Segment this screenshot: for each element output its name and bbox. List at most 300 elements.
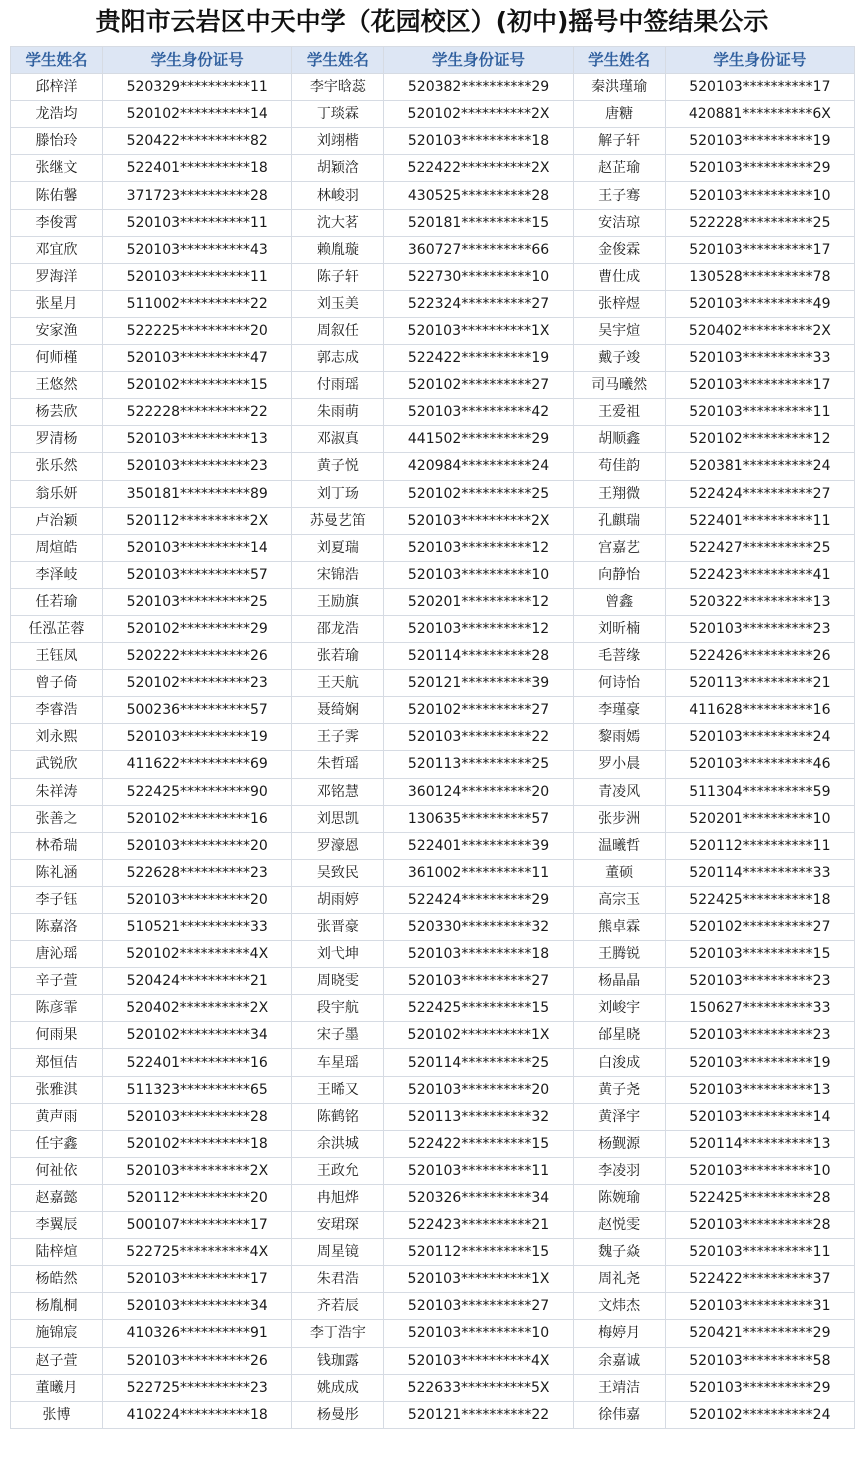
- student-id-cell: 520402**********2X: [103, 995, 292, 1022]
- header-row: [11, 47, 855, 74]
- student-name-cell: 张博: [11, 1401, 103, 1428]
- student-name-cell: 周晓雯: [292, 968, 384, 995]
- student-id-cell: 520103**********43: [103, 236, 292, 263]
- table-row: [11, 1347, 855, 1374]
- student-id-cell: 411628**********16: [665, 697, 854, 724]
- student-id-cell: 441502**********29: [384, 426, 573, 453]
- student-name-cell: 黄子悦: [292, 453, 384, 480]
- student-name-cell: 陈礼涵: [11, 859, 103, 886]
- student-id-cell: 520103**********19: [103, 724, 292, 751]
- student-name-cell: 黎雨嫣: [573, 724, 665, 751]
- student-id-cell: 520421**********29: [665, 1320, 854, 1347]
- student-name-cell: 郑恒佶: [11, 1049, 103, 1076]
- student-id-cell: 411622**********69: [103, 751, 292, 778]
- table-row: [11, 859, 855, 886]
- student-id-cell: 522424**********27: [665, 480, 854, 507]
- student-id-cell: 520422**********82: [103, 128, 292, 155]
- student-name-cell: 段宇航: [292, 995, 384, 1022]
- student-id-cell: 520103**********49: [665, 290, 854, 317]
- student-id-cell: 520103**********34: [103, 1293, 292, 1320]
- table-row: [11, 968, 855, 995]
- table-row: [11, 345, 855, 372]
- student-name-cell: 王子霁: [292, 724, 384, 751]
- student-id-cell: 522425**********15: [384, 995, 573, 1022]
- student-name-cell: 王钰凤: [11, 643, 103, 670]
- student-name-cell: 王天航: [292, 670, 384, 697]
- student-name-cell: 张雅淇: [11, 1076, 103, 1103]
- student-name-cell: 宫嘉艺: [573, 534, 665, 561]
- student-id-cell: 520424**********21: [103, 968, 292, 995]
- student-id-cell: 522730**********10: [384, 263, 573, 290]
- student-id-cell: 520103**********20: [103, 886, 292, 913]
- student-name-cell: 王励旗: [292, 588, 384, 615]
- student-id-cell: 522633**********5X: [384, 1374, 573, 1401]
- student-name-cell: 邰星晓: [573, 1022, 665, 1049]
- student-name-cell: 林峻羽: [292, 182, 384, 209]
- student-id-cell: 520181**********15: [384, 209, 573, 236]
- student-id-cell: 520103**********27: [384, 968, 573, 995]
- student-id-cell: 522401**********18: [103, 155, 292, 182]
- student-id-cell: 371723**********28: [103, 182, 292, 209]
- student-id-cell: 522725**********4X: [103, 1239, 292, 1266]
- table-row: [11, 615, 855, 642]
- student-name-cell: 钱珈露: [292, 1347, 384, 1374]
- table-row: [11, 236, 855, 263]
- student-id-cell: 522628**********23: [103, 859, 292, 886]
- student-name-cell: 刘峻宇: [573, 995, 665, 1022]
- student-id-cell: 520102**********34: [103, 1022, 292, 1049]
- student-name-cell: 任若瑜: [11, 588, 103, 615]
- student-id-cell: 520103**********13: [103, 426, 292, 453]
- student-name-cell: 张星月: [11, 290, 103, 317]
- student-name-cell: 杨胤桐: [11, 1293, 103, 1320]
- student-name-cell: 施锦宸: [11, 1320, 103, 1347]
- student-name-cell: 何雨果: [11, 1022, 103, 1049]
- student-id-cell: 520201**********10: [665, 805, 854, 832]
- student-id-cell: 522422**********2X: [384, 155, 573, 182]
- student-name-cell: 翁乐妍: [11, 480, 103, 507]
- student-id-cell: 520103**********20: [384, 1076, 573, 1103]
- student-name-cell: 张晋豪: [292, 914, 384, 941]
- header-student-name: 学生姓名: [573, 47, 665, 74]
- student-id-cell: 520102**********25: [384, 480, 573, 507]
- student-id-cell: 520113**********25: [384, 751, 573, 778]
- table-row: [11, 372, 855, 399]
- table-row: [11, 128, 855, 155]
- student-id-cell: 520103**********17: [665, 236, 854, 263]
- student-id-cell: 520114**********25: [384, 1049, 573, 1076]
- header-student-id: 学生身份证号: [384, 47, 573, 74]
- student-id-cell: 520102**********14: [103, 101, 292, 128]
- student-name-cell: 李泽岐: [11, 561, 103, 588]
- table-row: [11, 74, 855, 101]
- student-id-cell: 520102**********2X: [384, 101, 573, 128]
- student-name-cell: 陈子轩: [292, 263, 384, 290]
- student-id-cell: 520103**********2X: [384, 507, 573, 534]
- student-name-cell: 付雨瑶: [292, 372, 384, 399]
- lottery-results-table: [10, 46, 855, 1429]
- student-id-cell: 520114**********28: [384, 643, 573, 670]
- table-row: [11, 155, 855, 182]
- student-name-cell: 王靖洁: [573, 1374, 665, 1401]
- table-row: [11, 1157, 855, 1184]
- student-name-cell: 滕怡玲: [11, 128, 103, 155]
- student-id-cell: 360124**********20: [384, 778, 573, 805]
- student-name-cell: 张梓煜: [573, 290, 665, 317]
- student-id-cell: 520103**********11: [384, 1157, 573, 1184]
- student-id-cell: 520114**********13: [665, 1130, 854, 1157]
- student-name-cell: 赖胤璇: [292, 236, 384, 263]
- student-id-cell: 520112**********15: [384, 1239, 573, 1266]
- student-id-cell: 520102**********12: [665, 426, 854, 453]
- student-name-cell: 胡顺鑫: [573, 426, 665, 453]
- student-name-cell: 何诗怡: [573, 670, 665, 697]
- student-id-cell: 520102**********27: [384, 372, 573, 399]
- student-id-cell: 520322**********13: [665, 588, 854, 615]
- student-id-cell: 511002**********22: [103, 290, 292, 317]
- student-name-cell: 金俊霖: [573, 236, 665, 263]
- student-id-cell: 520103**********1X: [384, 317, 573, 344]
- table-row: [11, 805, 855, 832]
- student-name-cell: 邓淑真: [292, 426, 384, 453]
- student-name-cell: 秦洪瑾瑜: [573, 74, 665, 101]
- student-id-cell: 410326**********91: [103, 1320, 292, 1347]
- student-name-cell: 何祉依: [11, 1157, 103, 1184]
- student-id-cell: 520103**********24: [665, 724, 854, 751]
- student-name-cell: 安家渔: [11, 317, 103, 344]
- student-id-cell: 520103**********17: [665, 74, 854, 101]
- student-name-cell: 张善之: [11, 805, 103, 832]
- student-id-cell: 360727**********66: [384, 236, 573, 263]
- student-id-cell: 520103**********2X: [103, 1157, 292, 1184]
- student-name-cell: 陈彦霏: [11, 995, 103, 1022]
- student-id-cell: 520113**********32: [384, 1103, 573, 1130]
- table-row: [11, 507, 855, 534]
- student-name-cell: 白浚成: [573, 1049, 665, 1076]
- student-id-cell: 522401**********11: [665, 507, 854, 534]
- student-name-cell: 温曦哲: [573, 832, 665, 859]
- student-id-cell: 520102**********27: [384, 697, 573, 724]
- student-id-cell: 420984**********24: [384, 453, 573, 480]
- student-id-cell: 520102**********24: [665, 1401, 854, 1428]
- student-name-cell: 李睿浩: [11, 697, 103, 724]
- student-name-cell: 罗海洋: [11, 263, 103, 290]
- student-name-cell: 赵芷瑜: [573, 155, 665, 182]
- student-id-cell: 522423**********41: [665, 561, 854, 588]
- student-name-cell: 张步洲: [573, 805, 665, 832]
- header-student-name: 学生姓名: [292, 47, 384, 74]
- table-row: [11, 588, 855, 615]
- table-row: [11, 643, 855, 670]
- student-name-cell: 曹仕成: [573, 263, 665, 290]
- student-name-cell: 毛菩缘: [573, 643, 665, 670]
- student-id-cell: 520103**********11: [103, 209, 292, 236]
- student-name-cell: 邓铭慧: [292, 778, 384, 805]
- student-id-cell: 500107**********17: [103, 1212, 292, 1239]
- student-name-cell: 胡颖浛: [292, 155, 384, 182]
- student-id-cell: 520330**********32: [384, 914, 573, 941]
- student-id-cell: 520103**********23: [665, 968, 854, 995]
- student-name-cell: 李宇晗蕊: [292, 74, 384, 101]
- table-row: [11, 399, 855, 426]
- student-name-cell: 朱君浩: [292, 1266, 384, 1293]
- student-name-cell: 刘翊楷: [292, 128, 384, 155]
- student-id-cell: 500236**********57: [103, 697, 292, 724]
- student-id-cell: 520103**********13: [665, 1076, 854, 1103]
- student-name-cell: 刘夏瑞: [292, 534, 384, 561]
- student-name-cell: 朱祥涛: [11, 778, 103, 805]
- student-id-cell: 520103**********42: [384, 399, 573, 426]
- student-id-cell: 522422**********19: [384, 345, 573, 372]
- student-name-cell: 李子钰: [11, 886, 103, 913]
- student-name-cell: 梅婷月: [573, 1320, 665, 1347]
- student-id-cell: 520103**********47: [103, 345, 292, 372]
- table-row: [11, 1293, 855, 1320]
- student-id-cell: 520329**********11: [103, 74, 292, 101]
- student-name-cell: 魏子焱: [573, 1239, 665, 1266]
- student-id-cell: 520102**********4X: [103, 941, 292, 968]
- student-id-cell: 520114**********33: [665, 859, 854, 886]
- student-name-cell: 刘思凯: [292, 805, 384, 832]
- student-id-cell: 130528**********78: [665, 263, 854, 290]
- student-name-cell: 聂绮娴: [292, 697, 384, 724]
- table-row: [11, 290, 855, 317]
- table-row: [11, 670, 855, 697]
- student-name-cell: 熊卓霖: [573, 914, 665, 941]
- student-name-cell: 安珺琛: [292, 1212, 384, 1239]
- student-id-cell: 520103**********25: [103, 588, 292, 615]
- student-id-cell: 522427**********25: [665, 534, 854, 561]
- student-id-cell: 520102**********16: [103, 805, 292, 832]
- student-id-cell: 522228**********25: [665, 209, 854, 236]
- student-id-cell: 520103**********28: [103, 1103, 292, 1130]
- student-id-cell: 522422**********37: [665, 1266, 854, 1293]
- student-id-cell: 520102**********18: [103, 1130, 292, 1157]
- student-name-cell: 黄泽宇: [573, 1103, 665, 1130]
- student-id-cell: 522425**********28: [665, 1184, 854, 1211]
- student-id-cell: 520102**********29: [103, 615, 292, 642]
- student-id-cell: 520102**********15: [103, 372, 292, 399]
- student-name-cell: 徐伟嘉: [573, 1401, 665, 1428]
- table-row: [11, 778, 855, 805]
- student-name-cell: 李俊霄: [11, 209, 103, 236]
- student-id-cell: 520103**********15: [665, 941, 854, 968]
- table-row: [11, 1320, 855, 1347]
- table-row: [11, 1266, 855, 1293]
- student-name-cell: 青凌风: [573, 778, 665, 805]
- student-name-cell: 李瑾豪: [573, 697, 665, 724]
- student-name-cell: 赵子萱: [11, 1347, 103, 1374]
- student-id-cell: 520103**********46: [665, 751, 854, 778]
- table-row: [11, 209, 855, 236]
- table-row: [11, 182, 855, 209]
- student-name-cell: 董曦月: [11, 1374, 103, 1401]
- student-name-cell: 林希瑞: [11, 832, 103, 859]
- student-name-cell: 罗清杨: [11, 426, 103, 453]
- student-id-cell: 522401**********39: [384, 832, 573, 859]
- student-name-cell: 姚成成: [292, 1374, 384, 1401]
- student-name-cell: 杨晶晶: [573, 968, 665, 995]
- table-row: [11, 1184, 855, 1211]
- student-name-cell: 刘玉美: [292, 290, 384, 317]
- student-name-cell: 杨芸欣: [11, 399, 103, 426]
- student-name-cell: 辛子萱: [11, 968, 103, 995]
- student-name-cell: 罗小晨: [573, 751, 665, 778]
- student-name-cell: 任泓芷蓉: [11, 615, 103, 642]
- student-id-cell: 520103**********10: [665, 1157, 854, 1184]
- student-id-cell: 520381**********24: [665, 453, 854, 480]
- student-id-cell: 130635**********57: [384, 805, 573, 832]
- student-name-cell: 刘丁玚: [292, 480, 384, 507]
- student-name-cell: 向静怡: [573, 561, 665, 588]
- table-body: [11, 74, 855, 1429]
- student-name-cell: 邱梓洋: [11, 74, 103, 101]
- table-row: [11, 1022, 855, 1049]
- student-id-cell: 520103**********33: [665, 345, 854, 372]
- table-row: [11, 1401, 855, 1428]
- student-name-cell: 余嘉诚: [573, 1347, 665, 1374]
- table-row: [11, 941, 855, 968]
- student-id-cell: 520103**********14: [103, 534, 292, 561]
- student-name-cell: 余洪城: [292, 1130, 384, 1157]
- student-id-cell: 150627**********33: [665, 995, 854, 1022]
- student-name-cell: 邵龙浩: [292, 615, 384, 642]
- student-id-cell: 520103**********23: [103, 453, 292, 480]
- student-name-cell: 唐沁瑶: [11, 941, 103, 968]
- student-id-cell: 520402**********2X: [665, 317, 854, 344]
- student-id-cell: 520113**********21: [665, 670, 854, 697]
- student-name-cell: 吴致民: [292, 859, 384, 886]
- student-name-cell: 杨皓然: [11, 1266, 103, 1293]
- student-id-cell: 520326**********34: [384, 1184, 573, 1211]
- student-name-cell: 孔麒瑞: [573, 507, 665, 534]
- student-name-cell: 王爱祖: [573, 399, 665, 426]
- header-student-id: 学生身份证号: [665, 47, 854, 74]
- student-name-cell: 刘昕楠: [573, 615, 665, 642]
- student-id-cell: 430525**********28: [384, 182, 573, 209]
- student-name-cell: 陈佑馨: [11, 182, 103, 209]
- student-name-cell: 周叙任: [292, 317, 384, 344]
- student-id-cell: 520103**********11: [103, 263, 292, 290]
- student-id-cell: 520102**********27: [665, 914, 854, 941]
- table-row: [11, 914, 855, 941]
- student-name-cell: 齐若辰: [292, 1293, 384, 1320]
- student-name-cell: 杨觐源: [573, 1130, 665, 1157]
- student-name-cell: 张乐然: [11, 453, 103, 480]
- student-id-cell: 520102**********1X: [384, 1022, 573, 1049]
- student-id-cell: 522324**********27: [384, 290, 573, 317]
- student-name-cell: 任宇鑫: [11, 1130, 103, 1157]
- student-id-cell: 520103**********22: [384, 724, 573, 751]
- student-id-cell: 520103**********10: [384, 1320, 573, 1347]
- student-id-cell: 522401**********16: [103, 1049, 292, 1076]
- student-id-cell: 410224**********18: [103, 1401, 292, 1428]
- student-name-cell: 陆梓煊: [11, 1239, 103, 1266]
- table-row: [11, 480, 855, 507]
- student-name-cell: 宋子墨: [292, 1022, 384, 1049]
- table-row: [11, 1049, 855, 1076]
- student-name-cell: 王政允: [292, 1157, 384, 1184]
- table-row: [11, 317, 855, 344]
- student-id-cell: 520103**********1X: [384, 1266, 573, 1293]
- student-name-cell: 李翼辰: [11, 1212, 103, 1239]
- student-name-cell: 黄声雨: [11, 1103, 103, 1130]
- student-id-cell: 520103**********28: [665, 1212, 854, 1239]
- student-id-cell: 520103**********57: [103, 561, 292, 588]
- student-id-cell: 520112**********2X: [103, 507, 292, 534]
- student-name-cell: 车星瑶: [292, 1049, 384, 1076]
- table-row: [11, 101, 855, 128]
- table-row: [11, 1076, 855, 1103]
- student-name-cell: 张继文: [11, 155, 103, 182]
- student-name-cell: 杨曼彤: [292, 1401, 384, 1428]
- student-id-cell: 520103**********58: [665, 1347, 854, 1374]
- student-id-cell: 420881**********6X: [665, 101, 854, 128]
- student-name-cell: 曾鑫: [573, 588, 665, 615]
- student-name-cell: 龙浩均: [11, 101, 103, 128]
- student-name-cell: 曾子倚: [11, 670, 103, 697]
- student-name-cell: 陈婉瑜: [573, 1184, 665, 1211]
- table-row: [11, 995, 855, 1022]
- student-id-cell: 361002**********11: [384, 859, 573, 886]
- student-name-cell: 朱哲瑶: [292, 751, 384, 778]
- student-name-cell: 高宗玉: [573, 886, 665, 913]
- student-name-cell: 武锐欣: [11, 751, 103, 778]
- student-id-cell: 520103**********10: [384, 561, 573, 588]
- student-id-cell: 520103**********10: [665, 182, 854, 209]
- student-id-cell: 520103**********17: [665, 372, 854, 399]
- student-id-cell: 520201**********12: [384, 588, 573, 615]
- student-id-cell: 522425**********18: [665, 886, 854, 913]
- student-name-cell: 陈鹤铭: [292, 1103, 384, 1130]
- table-row: [11, 751, 855, 778]
- table-row: [11, 426, 855, 453]
- student-id-cell: 522423**********21: [384, 1212, 573, 1239]
- student-name-cell: 文炜杰: [573, 1293, 665, 1320]
- student-name-cell: 安洁琼: [573, 209, 665, 236]
- student-name-cell: 刘永熙: [11, 724, 103, 751]
- student-id-cell: 522422**********15: [384, 1130, 573, 1157]
- student-name-cell: 赵嘉懿: [11, 1184, 103, 1211]
- student-name-cell: 唐糖: [573, 101, 665, 128]
- student-name-cell: 朱雨萌: [292, 399, 384, 426]
- table-row: [11, 1212, 855, 1239]
- student-id-cell: 520103**********4X: [384, 1347, 573, 1374]
- header-student-id: 学生身份证号: [103, 47, 292, 74]
- student-name-cell: 郭志成: [292, 345, 384, 372]
- student-name-cell: 李丁浩宇: [292, 1320, 384, 1347]
- student-name-cell: 宋锦浩: [292, 561, 384, 588]
- student-name-cell: 黄子尧: [573, 1076, 665, 1103]
- student-name-cell: 冉旭烨: [292, 1184, 384, 1211]
- student-id-cell: 520103**********23: [665, 1022, 854, 1049]
- student-name-cell: 赵悦雯: [573, 1212, 665, 1239]
- student-name-cell: 王悠然: [11, 372, 103, 399]
- student-name-cell: 卢治颖: [11, 507, 103, 534]
- student-name-cell: 吴宇煊: [573, 317, 665, 344]
- student-name-cell: 王晞又: [292, 1076, 384, 1103]
- student-id-cell: 350181**********89: [103, 480, 292, 507]
- student-name-cell: 陈嘉洛: [11, 914, 103, 941]
- student-id-cell: 522424**********29: [384, 886, 573, 913]
- student-name-cell: 苟佳韵: [573, 453, 665, 480]
- table-row: [11, 1103, 855, 1130]
- student-id-cell: 522425**********90: [103, 778, 292, 805]
- student-id-cell: 520112**********11: [665, 832, 854, 859]
- student-id-cell: 520121**********22: [384, 1401, 573, 1428]
- student-id-cell: 520382**********29: [384, 74, 573, 101]
- student-id-cell: 522225**********20: [103, 317, 292, 344]
